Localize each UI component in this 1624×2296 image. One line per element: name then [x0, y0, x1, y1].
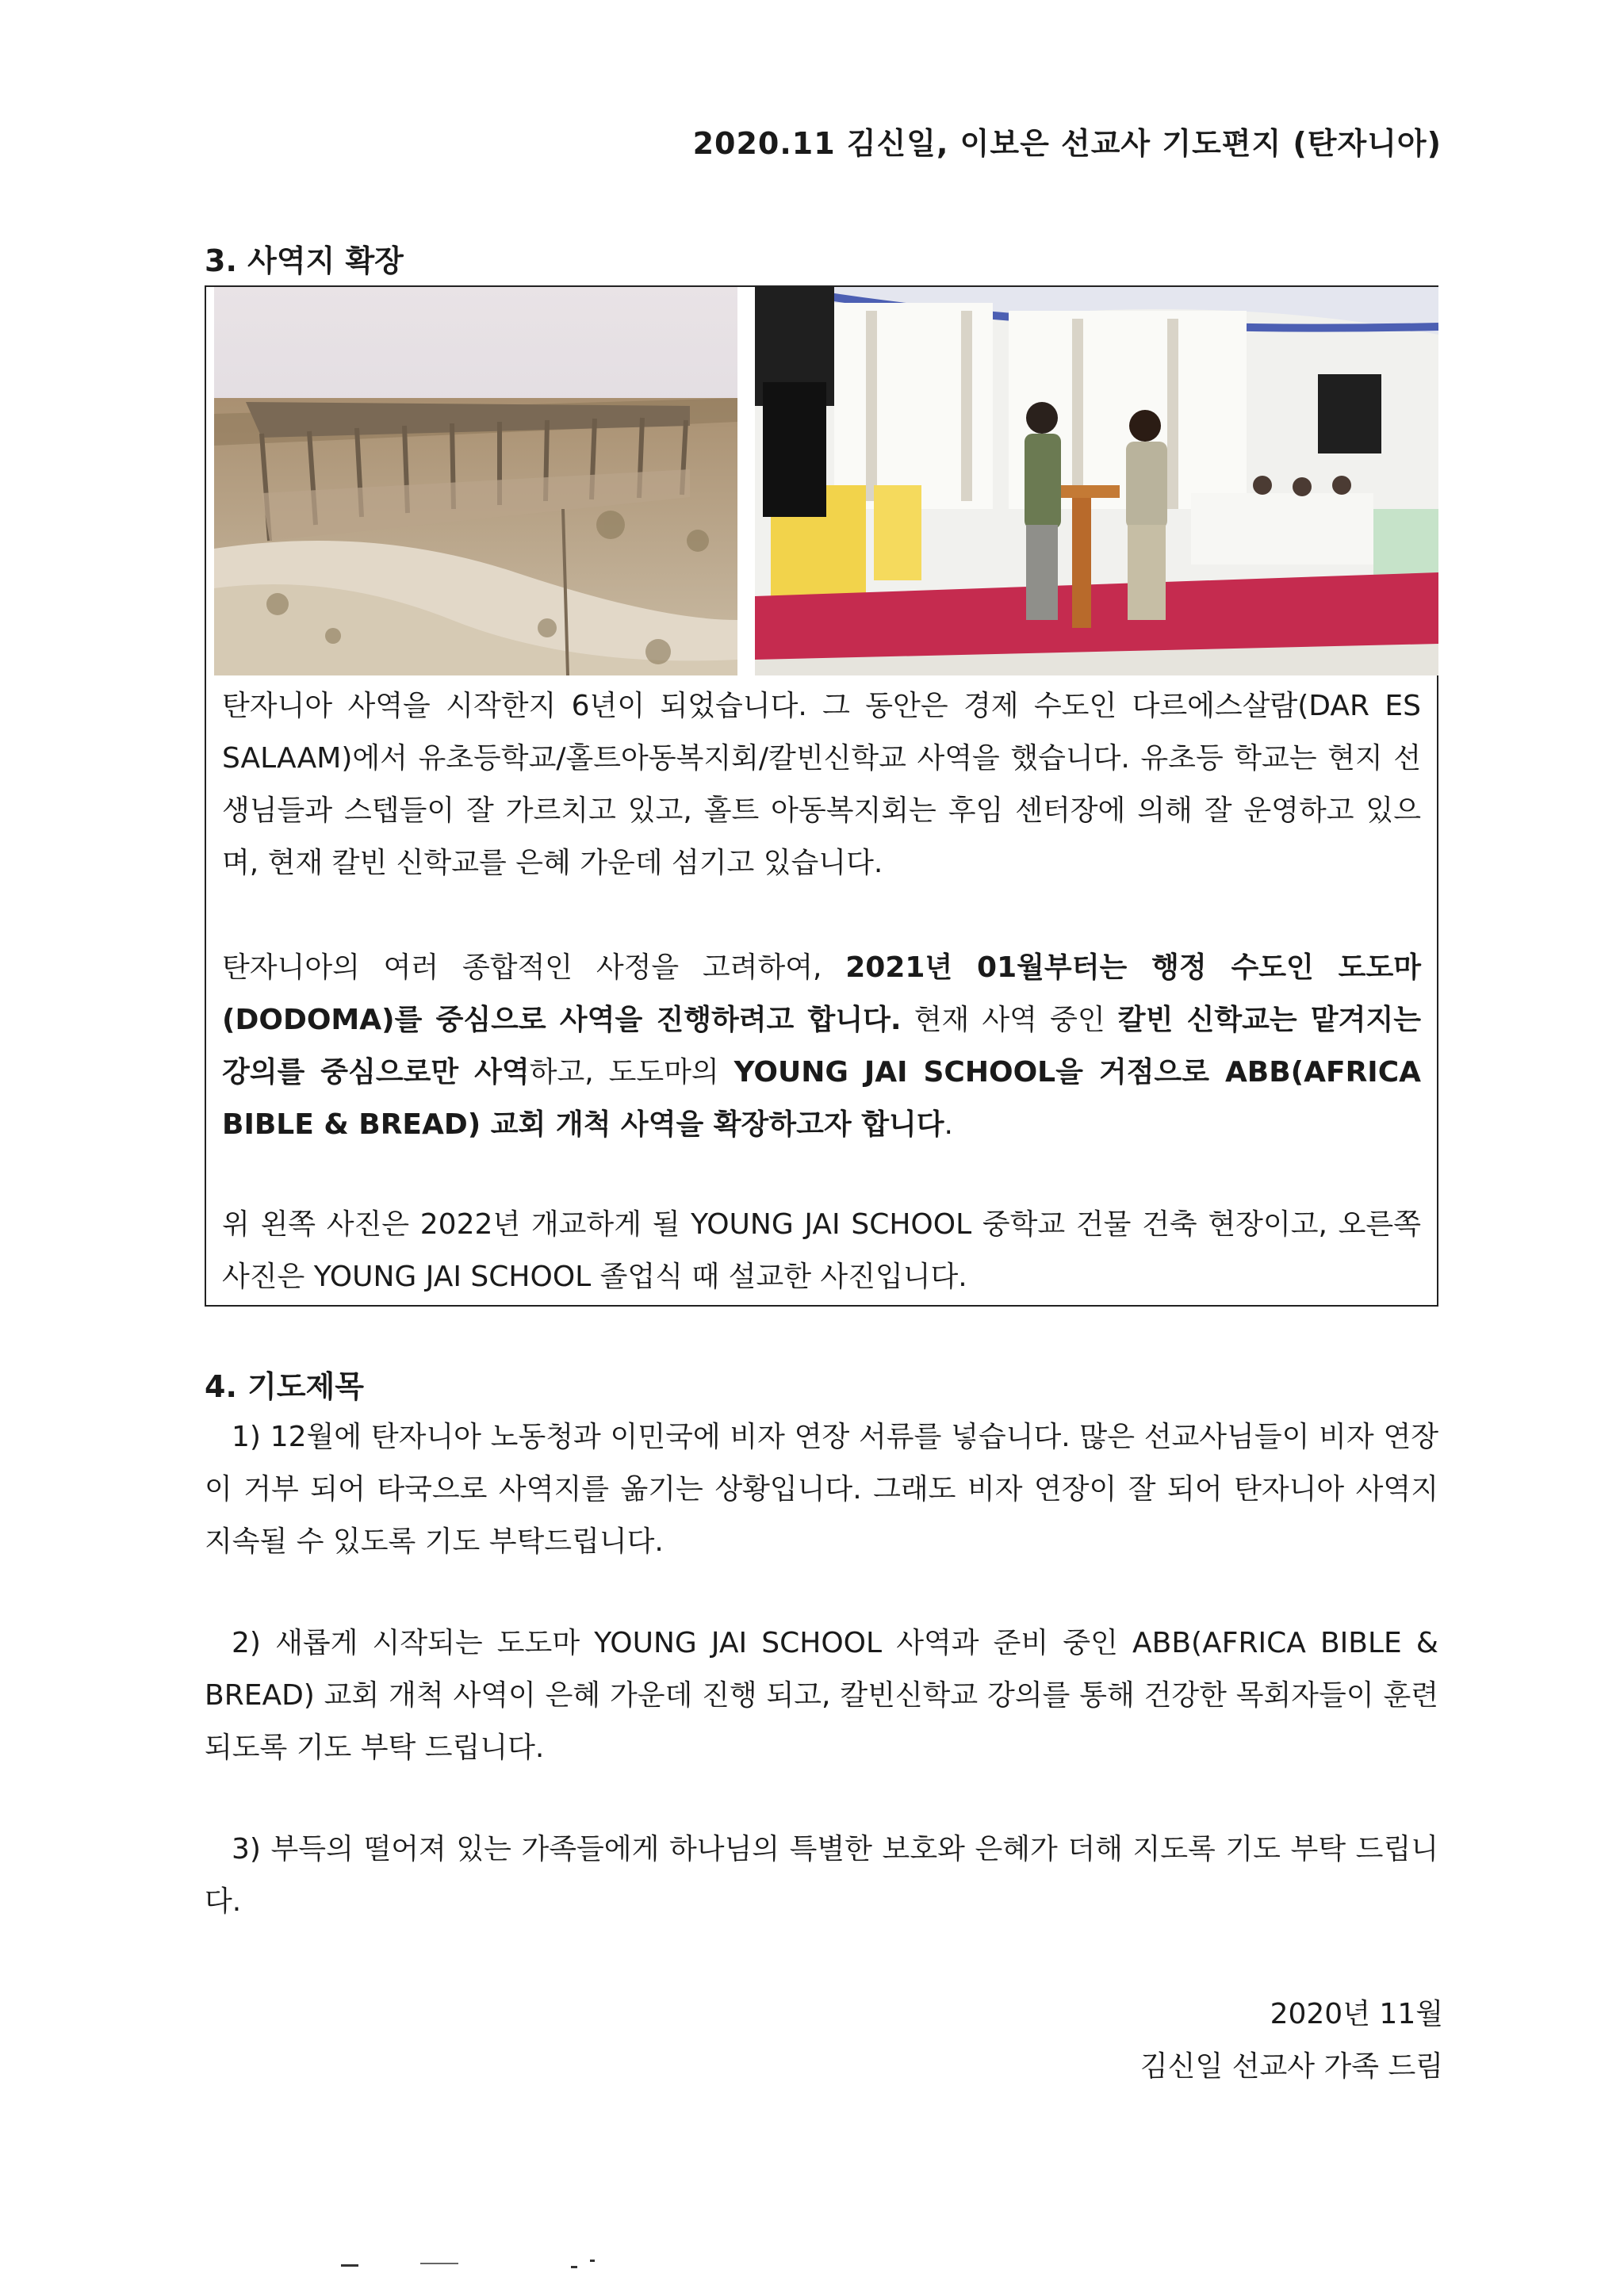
scan-speck — [571, 2266, 577, 2268]
scan-speck — [590, 2260, 595, 2262]
signature-date: 2020년 11월 — [1270, 1998, 1443, 2030]
page-title: 2020.11 김신일, 이보은 선교사 기도편지 (탄자니아) — [692, 126, 1442, 161]
para2-text-e: 하고, 도도마의 — [529, 1056, 734, 1089]
construction-site-photo — [214, 287, 737, 675]
para2-text-a: 탄자니아의 여러 종합적인 사정을 고려하여, — [222, 951, 846, 984]
prayer-item-1-text: 1) 12월에 탄자니아 노동청과 이민국에 비자 연장 서류를 넣습니다. 많은 선교사님들이 비자 연장이 거부 되어 타국으로 사역지를 옮기는 상황입니다. 그래도 비자 연장이 잘 되어 탄자니아 사역지 지속될 수 있도록 기도 부탁드립니다. — [205, 1421, 1438, 1558]
prayer-item-2 — [205, 1617, 1438, 1774]
expansion-paragraph-3: 위 왼쪽 사진은 2022년 개교하게 될 YOUNG JAI SCHOOL 중학교 건물 건축 현장이고, 오른쪽 사진은 YOUNG JAI SCHOOL 졸업식 때 설교한 사진입니다. — [222, 1208, 1421, 1293]
expansion-paragraph-2 — [222, 942, 1421, 1151]
para2-text-c: 현재 사역 중인 — [901, 1004, 1118, 1036]
para2-text-g: . — [944, 1108, 953, 1141]
prayer-item-2-text: 2) 새롭게 시작되는 도도마 YOUNG JAI SCHOOL 사역과 준비 중인 ABB(AFRICA BIBLE & BREAD) 교회 개척 사역이 은혜 가운데 진행 되고, 칼빈신학교 강의를 통해 건강한 목회자들이 훈련되도록 기도 부탁 드립니다. — [205, 1627, 1438, 1764]
para2-bold-b: 2021년 01월부터는 행정 수도인 도도마(DODOMA)를 중심으로 사역을 진행하려고 합니다. — [222, 951, 1421, 1036]
graduation-sermon-photo — [755, 287, 1438, 675]
para2-bold-f: YOUNG JAI SCHOOL을 거점으로 ABB(AFRICA BIBLE & BREAD) 교회 개척 사역을 확장하고자 합니다 — [222, 1056, 1421, 1141]
prayer-item-3-text: 3) 부득의 떨어져 있는 가족들에게 하나님의 특별한 보호와 은혜가 더해 지도록 기도 부탁 드립니다. — [205, 1833, 1438, 1918]
expansion-paragraph-1: 탄자니아 사역을 시작한지 6년이 되었습니다. 그 동안은 경제 수도인 다르에스살람(DAR ES SALAAM)에서 유초등학교/홀트아동복지회/칼빈신학교 사역을 했습니다. 유초등 학교는 현지 선생님들과 스텝들이 잘 가르치고 있고, 홀트 아동복지회는 후임 센터장에 의해 잘 운영하고 있으며, 현재 칼빈 신학교를 은혜 가운데 섬기고 있습니다. — [222, 690, 1421, 879]
prayer-item-1 — [205, 1411, 1438, 1568]
para2-bold-d: 칼빈 신학교는 맡겨지는 강의를 중심으로만 사역 — [222, 1004, 1422, 1089]
section-heading-prayer: 4. 기도제목 — [205, 1369, 364, 1404]
prayer-item-3 — [205, 1823, 1438, 1928]
expansion-box — [205, 285, 1438, 1307]
scan-speck — [420, 2263, 458, 2264]
signature-from: 김신일 선교사 가족 드림 — [1139, 2050, 1443, 2083]
scan-speck — [341, 2264, 358, 2267]
section-heading-expansion: 3. 사역지 확장 — [205, 243, 404, 278]
